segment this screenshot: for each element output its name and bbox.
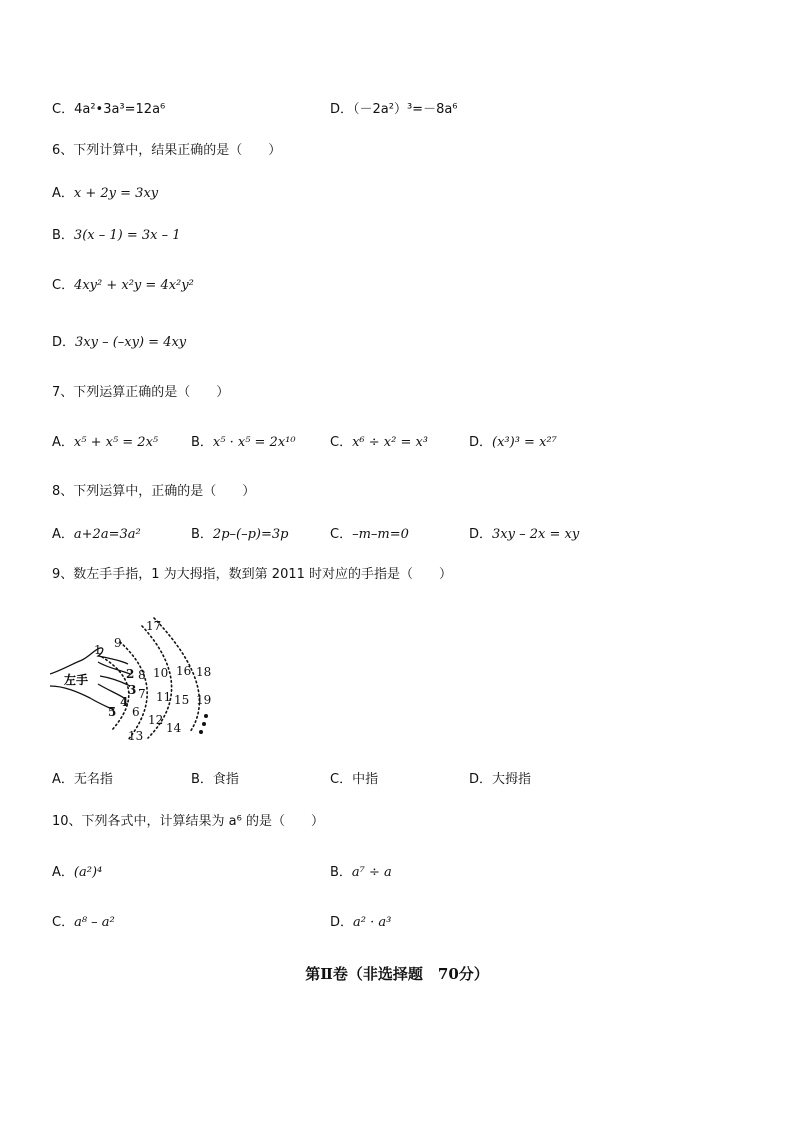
num-18: 18 bbox=[196, 665, 212, 679]
q8-a-expr: a+2a=3a² bbox=[73, 527, 141, 542]
num-4: 4 bbox=[120, 695, 129, 709]
q10-a-label: A． bbox=[52, 865, 74, 880]
q7-b-label: B． bbox=[191, 435, 213, 450]
q8-option-a bbox=[52, 527, 141, 543]
num-3: 3 bbox=[128, 683, 137, 697]
dot-2 bbox=[202, 722, 206, 726]
q6-option-c bbox=[52, 278, 194, 294]
q10-c-expr: a⁸ – a² bbox=[74, 915, 115, 930]
num-1: 1 bbox=[94, 643, 102, 657]
q6-a-label: A． bbox=[52, 186, 74, 201]
q8-d-expr: 3xy – 2x = xy bbox=[492, 527, 580, 542]
q7-stem: 7、下列运算正确的是（ ） bbox=[52, 385, 230, 400]
q8-b-expr: 2p–(–p)=3p bbox=[212, 527, 289, 542]
q7-a-expr: x⁵ + x⁵ = 2x⁵ bbox=[73, 435, 159, 450]
q6-b-label: B． bbox=[52, 228, 74, 243]
dot-1 bbox=[204, 714, 208, 718]
q7-c-expr: x⁶ ÷ x² = x³ bbox=[352, 435, 429, 450]
q9-stem: 9、数左手手指，1 为大拇指，数到第 2011 时对应的手指是（ ） bbox=[52, 567, 453, 582]
num-10: 10 bbox=[153, 666, 169, 680]
num-6: 6 bbox=[132, 705, 140, 719]
q6-option-a bbox=[52, 186, 158, 202]
q10-d-label: D． bbox=[330, 915, 354, 930]
q8-d-label: D． bbox=[469, 527, 493, 542]
num-9: 9 bbox=[114, 636, 122, 650]
num-13: 13 bbox=[128, 729, 144, 743]
num-12: 12 bbox=[148, 713, 164, 727]
q9-option-b: B．食指 bbox=[191, 772, 239, 787]
q7-b-expr: x⁵ · x⁵ = 2x¹⁰ bbox=[212, 435, 296, 450]
q6-c-label: C． bbox=[52, 278, 75, 293]
num-7: 7 bbox=[138, 687, 146, 701]
q10-option-d bbox=[330, 915, 391, 931]
q8-option-c bbox=[330, 527, 409, 543]
q7-a-label: A． bbox=[52, 435, 74, 450]
num-11: 11 bbox=[156, 690, 172, 704]
dot-3 bbox=[199, 730, 203, 734]
q7-d-expr: (x³)³ = x²⁷ bbox=[492, 435, 557, 450]
q5-option-d: D．（－2a²）³=－8a⁶ bbox=[330, 102, 458, 117]
q8-option-b bbox=[191, 527, 288, 543]
q8-stem: 8、下列运算中，正确的是（ ） bbox=[52, 484, 256, 499]
q9-option-c: C．中指 bbox=[330, 772, 379, 787]
continuation-dots bbox=[199, 714, 208, 734]
num-8: 8 bbox=[138, 668, 146, 682]
num-15: 15 bbox=[174, 693, 190, 707]
q10-a-expr: (a²)⁴ bbox=[73, 865, 103, 880]
q8-a-label: A． bbox=[52, 527, 74, 542]
num-2: 2 bbox=[126, 667, 135, 681]
q8-c-label: C． bbox=[330, 527, 353, 542]
num-17: 17 bbox=[146, 619, 162, 633]
q10-d-expr: a² · a³ bbox=[353, 915, 392, 930]
q7-option-c bbox=[330, 435, 428, 451]
q5-option-c: C．4a²•3a³=12a⁶ bbox=[52, 102, 166, 117]
finger-counting-figure bbox=[50, 612, 230, 752]
q8-option-d bbox=[469, 527, 579, 543]
num-16: 16 bbox=[176, 664, 192, 678]
q6-option-b bbox=[52, 228, 181, 244]
q8-b-label: B． bbox=[191, 527, 213, 542]
q6-d-expr: 3xy – (–xy) = 4xy bbox=[75, 335, 187, 350]
q7-option-a bbox=[52, 435, 158, 451]
q9-option-a: A．无名指 bbox=[52, 772, 113, 787]
q10-b-label: B． bbox=[330, 865, 352, 880]
q10-stem: 10、下列各式中，计算结果为 a⁶ 的是（ ） bbox=[52, 814, 324, 829]
hand-label: 左手 bbox=[64, 673, 89, 687]
q7-c-label: C． bbox=[330, 435, 353, 450]
q6-a-expr: x + 2y = 3xy bbox=[73, 186, 159, 201]
q10-option-b bbox=[330, 865, 392, 881]
num-19: 19 bbox=[196, 693, 212, 707]
q6-option-d bbox=[52, 335, 186, 351]
q7-option-b bbox=[191, 435, 296, 451]
num-5: 5 bbox=[108, 705, 117, 719]
hand-outline bbox=[50, 648, 130, 710]
q10-c-label: C． bbox=[52, 915, 75, 930]
q6-stem: 6、下列计算中，结果正确的是（ ） bbox=[52, 143, 282, 158]
q7-option-d bbox=[469, 435, 557, 451]
q6-b-expr: 3(x – 1) = 3x – 1 bbox=[73, 228, 181, 243]
little-finger-outline bbox=[50, 686, 114, 710]
q8-c-expr: –m–m=0 bbox=[352, 527, 409, 542]
q10-b-expr: a⁷ ÷ a bbox=[351, 865, 392, 880]
q6-d-label: D． bbox=[52, 335, 76, 350]
q10-option-c bbox=[52, 915, 115, 931]
q6-c-expr: 4xy² + x²y = 4x²y² bbox=[74, 278, 194, 293]
q9-option-d: D．大拇指 bbox=[469, 772, 532, 787]
q10-option-a bbox=[52, 865, 102, 881]
q7-d-label: D． bbox=[469, 435, 493, 450]
section-title: 第Ⅱ卷（非选择题 70分） bbox=[305, 965, 489, 983]
num-14: 14 bbox=[166, 721, 182, 735]
